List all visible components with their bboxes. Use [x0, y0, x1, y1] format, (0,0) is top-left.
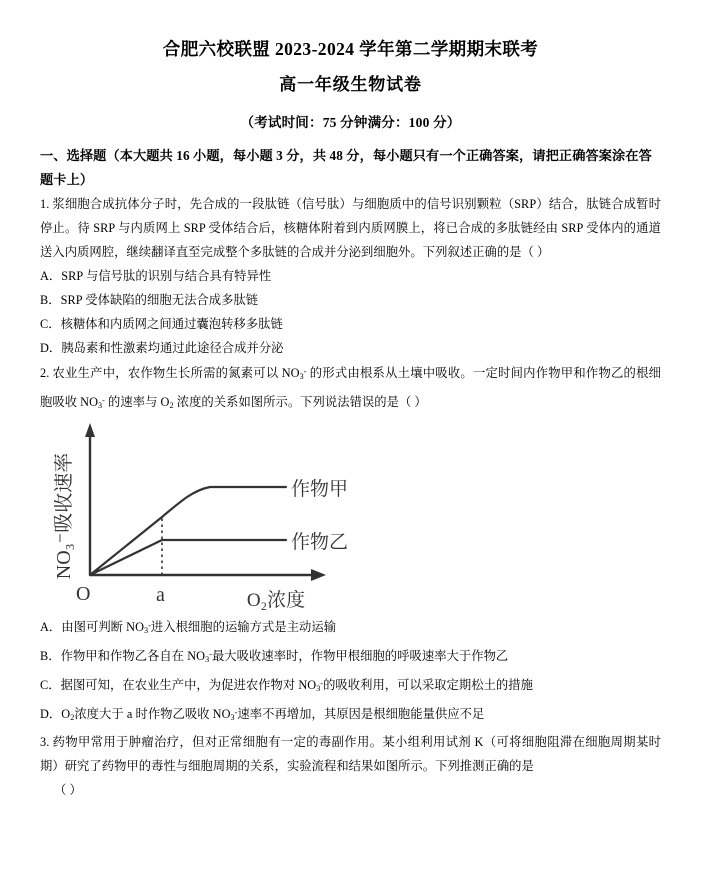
q2-opt-c-sub: 3	[316, 684, 321, 694]
question-1-option-a[interactable]: A．SRP 与信号肽的识别与结合具有特异性	[40, 268, 272, 283]
q2-sup-1: -	[303, 366, 307, 376]
q2-opt-c-pre: 据图可知，在农业生产中，为促进农作物对 NO	[60, 678, 317, 693]
q2-stem-part-2: 的形式由根系从土壤中吸收。一定时间内作物甲和作物乙的根细胞吸收 NO	[40, 365, 661, 409]
chart-legend-crop-yi: 作物乙	[291, 531, 349, 553]
question-2-option-b[interactable]	[40, 643, 661, 672]
q2-opt-b-pre: 作物甲和作物乙各自在 NO	[60, 648, 206, 663]
q2-opt-c-label: C．	[40, 678, 61, 693]
chart-series-line-crop-yi	[90, 540, 286, 575]
question-1	[40, 192, 661, 360]
question-2-stem	[40, 360, 661, 418]
page-subtitle: 高一年级生物试卷	[279, 74, 422, 94]
question-1-option-d[interactable]: D．胰岛素和性激素均通过此途径合成并分泌	[40, 340, 284, 355]
q2-opt-d-sub0: 2	[70, 713, 75, 723]
q2-sub-3: 2	[169, 400, 174, 410]
q2-opt-d-post: 速率不再增加，其原因是根细胞能量供应不足	[237, 707, 485, 722]
question-3-answer-blank[interactable]: （ ）	[54, 783, 82, 798]
question-2-number: 2.	[40, 365, 50, 380]
q2-opt-b-post: 最大吸收速率时，作物甲根细胞的呼吸速率大于作物乙	[211, 648, 509, 663]
q2-stem-part-3: 的速率与 O	[104, 394, 170, 409]
chart-legend-crop-jia: 作物甲	[291, 478, 349, 500]
q2-opt-d-label: D．	[40, 707, 62, 722]
question-1-stem	[40, 192, 661, 264]
q2-opt-d-pre2: O	[61, 707, 71, 722]
question-2	[40, 360, 661, 731]
chart-x-axis-arrow-icon	[311, 569, 326, 581]
q2-opt-d-sub: 3	[230, 713, 235, 723]
chart-origin-label: O	[76, 582, 91, 605]
q2-opt-b-label: B．	[40, 648, 61, 663]
q2-opt-c-post: 的吸收利用，可以采取定期松土的措施	[323, 678, 533, 693]
q2-opt-b-sub: 3	[205, 654, 210, 664]
question-2-option-a[interactable]	[40, 614, 661, 643]
q2-opt-d-sup: -	[234, 708, 238, 718]
question-1-option-c[interactable]: C．核糖体和内质网之间通过囊泡转移多肽链	[40, 316, 283, 331]
q2-opt-a-label: A．	[40, 619, 62, 634]
exam-info: （考试时间：75 分钟满分：100 分）	[240, 114, 461, 130]
q2-opt-a-pre: 由图可判断 NO	[61, 619, 145, 634]
no3-uptake-vs-o2-chart	[54, 420, 384, 612]
q2-sub-2: 3	[98, 400, 103, 410]
question-3-text: 药物甲常用于肿瘤治疗，但对正常细胞有一定的毒副作用。某小组利用试剂 K（可将细胞阻滞在细胞周期某时期）研究了药物甲的毒性与细胞周期的关系，实验流程和结果如图所示。下列推测正确的是	[40, 735, 661, 774]
q2-opt-d-pre: 浓度大于 a 时作物乙吸收 NO	[74, 707, 231, 722]
question-2-figure	[40, 418, 661, 614]
q2-opt-c-sup: -	[320, 678, 324, 688]
question-2-option-c[interactable]	[40, 672, 661, 701]
q2-stem-part-1: 农业生产中，农作物生长所需的氮素可以 NO	[52, 365, 300, 380]
q2-opt-a-sub: 3	[144, 625, 149, 635]
chart-x-tick-label-a: a	[156, 583, 165, 606]
question-1-text: 浆细胞合成抗体分子时，先合成的一段肽链（信号肽）与细胞质中的信号识别颗粒（SRP）结合，肽链合成暂时停止。待 SRP 与内质网上 SRP 受体结合后，核糖体附着到内质网膜上，将已合成的多肽链经由 SRP 受体内的通道送入内质网腔，继续翻译直至完成整个多肽链的合成并分泌到细胞外。下列叙述正确的是（ ）	[40, 196, 661, 259]
chart-y-axis-arrow-icon	[85, 423, 95, 437]
q2-stem-part-4: 浓度的关系如图所示。下列说法错误的是（ ）	[173, 394, 427, 409]
q2-opt-b-sup: -	[209, 649, 212, 659]
question-3-number: 3.	[40, 735, 50, 750]
page-title: 合肥六校联盟 2023-2024 学年第二学期期末联考	[162, 39, 539, 59]
question-3	[40, 730, 661, 802]
question-3-stem	[40, 730, 661, 778]
section-heading: 一、选择题（本大题共 16 小题，每小题 3 分，共 48 分，每小题只有一个正确答案，请把正确答案涂在答题卡上）	[40, 147, 652, 187]
q2-sub-1: 3	[299, 371, 304, 381]
q2-sup-2: -	[102, 395, 105, 405]
question-1-number: 1.	[40, 196, 50, 211]
q2-opt-a-post: 进入根细胞的运输方式是主动运输	[150, 619, 337, 634]
question-1-option-b[interactable]: B．SRP 受体缺陷的细胞无法合成多肽链	[40, 292, 259, 307]
question-2-option-d[interactable]	[40, 701, 661, 730]
chart-y-axis-label: NO₃⁻吸收速率	[54, 452, 75, 579]
q2-opt-a-sup: -	[148, 620, 151, 630]
chart-x-axis-label: O₂浓度	[246, 589, 306, 611]
